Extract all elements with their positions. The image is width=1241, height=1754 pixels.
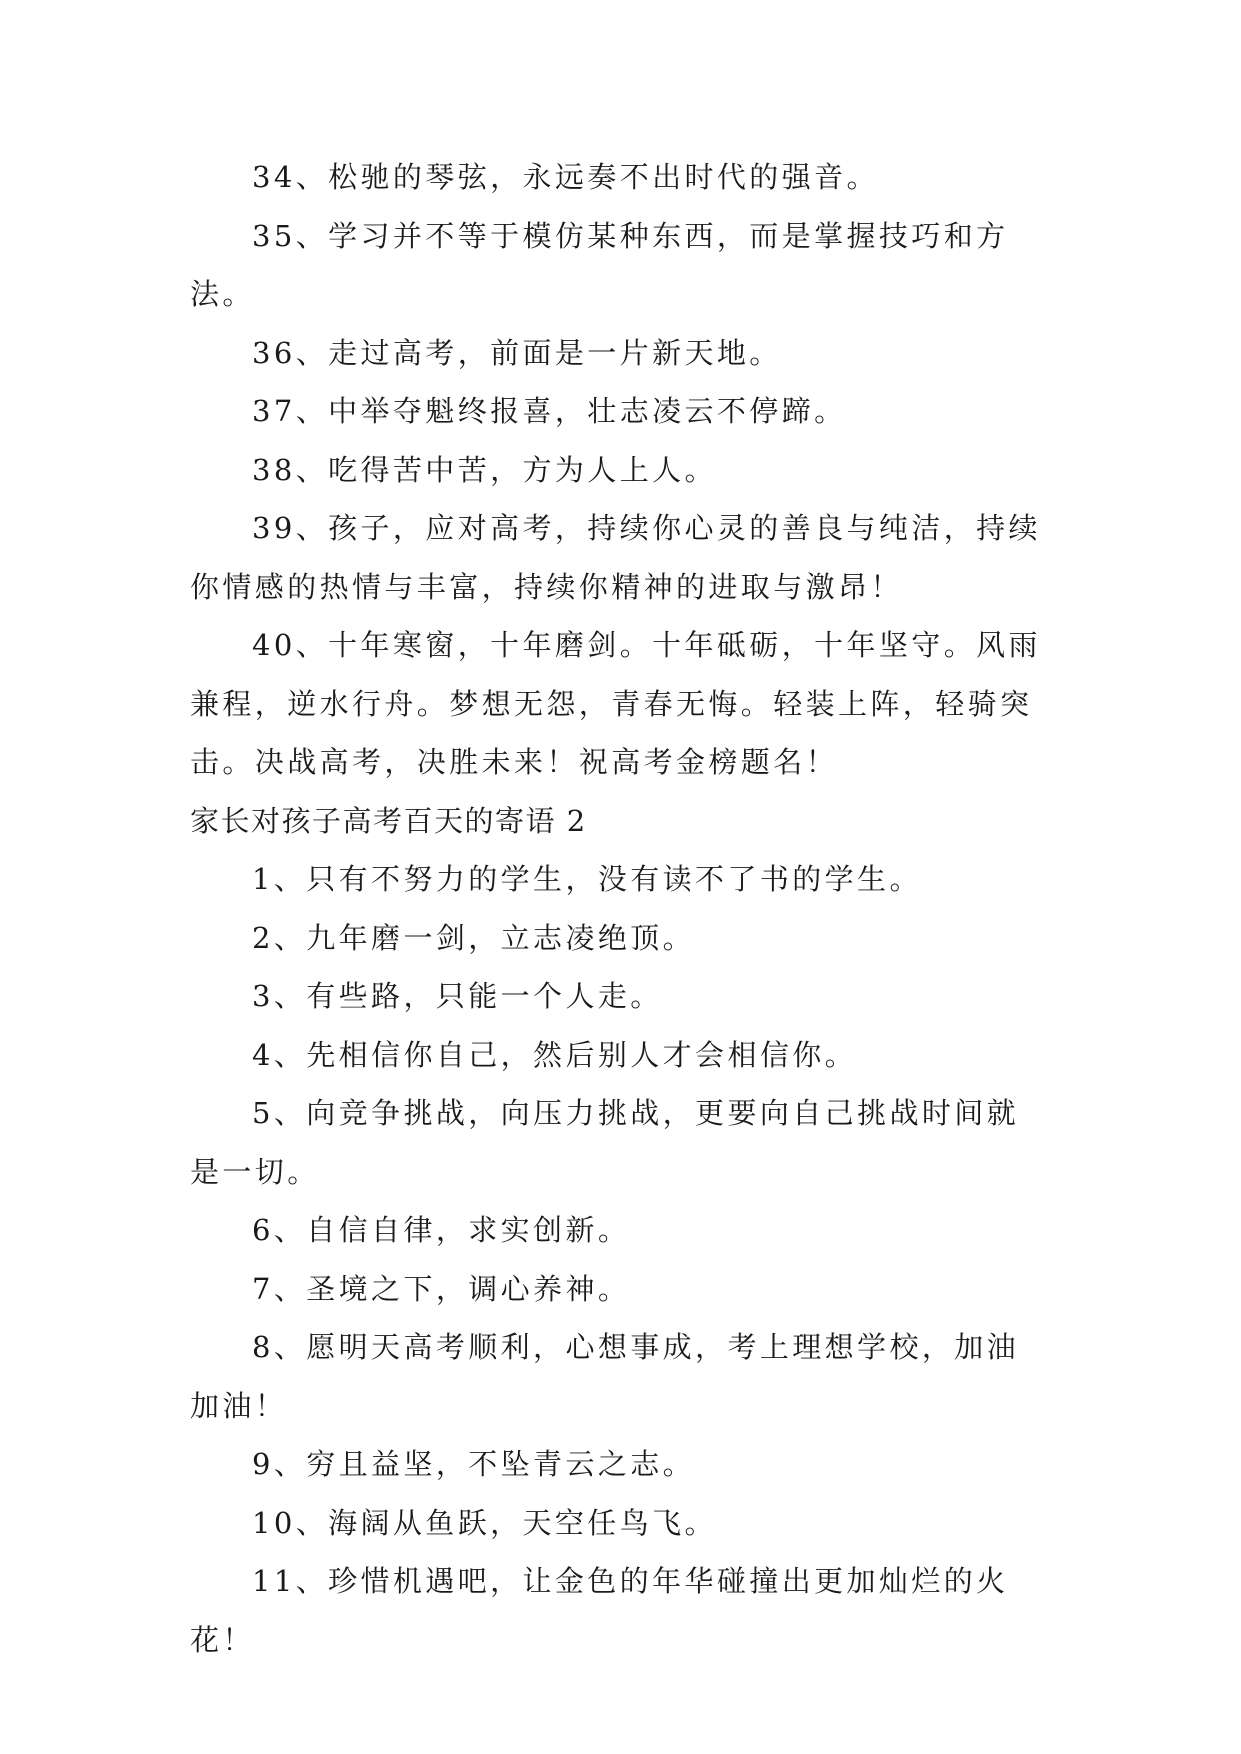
section-heading: 家长对孩子高考百天的寄语 2 [190,803,587,838]
paragraph-7: 7、圣境之下，调心养神。 [252,1271,631,1306]
paragraph-5: 5、向竞争挑战，向压力挑战，更要向自己挑战时间就是一切。 [190,1096,1020,1189]
paragraph-1: 1、只有不努力的学生，没有读不了书的学生。 [252,862,922,896]
paragraph-8: 8、愿明天高考顺利，心想事成，考上理想学校，加油加油！ [190,1330,1020,1423]
paragraph-38: 38、吃得苦中苦，方为人上人。 [252,452,717,487]
paragraph-40: 40、十年寒窗，十年磨剑。十年砥砺，十年坚守。风雨兼程，逆水行舟。梦想无怨，青春无悔。轻装上阵，轻骑突击。决战高考，决胜未来！祝高考金榜题名！ [190,628,1041,779]
paragraph-35: 35、学习并不等于模仿某种东西，而是掌握技巧和方法。 [190,218,1009,311]
document-body [190,148,1050,1669]
paragraph-36: 36、走过高考，前面是一片新天地。 [252,335,782,370]
paragraph-10: 10、海阔从鱼跃，天空任鸟飞。 [252,1505,717,1540]
paragraph-2: 2、九年磨一剑，立志凌绝顶。 [252,920,696,955]
paragraph-11: 11、珍惜机遇吧，让金色的年华碰撞出更加灿烂的火花！ [190,1564,1009,1657]
paragraph-6: 6、自信自律，求实创新。 [252,1213,631,1247]
paragraph-39: 39、孩子，应对高考，持续你心灵的善良与纯洁，持续你情感的热情与丰富，持续你精神的进取与激昂！ [190,511,1041,604]
paragraph-37: 37、中举夺魁终报喜，壮志凌云不停蹄。 [252,394,847,428]
paragraph-4: 4、先相信你自己，然后别人才会相信你。 [252,1037,858,1072]
paragraph-9: 9、穷且益坚，不坠青云之志。 [252,1447,696,1481]
paragraph-34: 34、松驰的琴弦，永远奏不出时代的强音。 [252,160,879,194]
paragraph-3: 3、有些路，只能一个人走。 [252,979,663,1013]
